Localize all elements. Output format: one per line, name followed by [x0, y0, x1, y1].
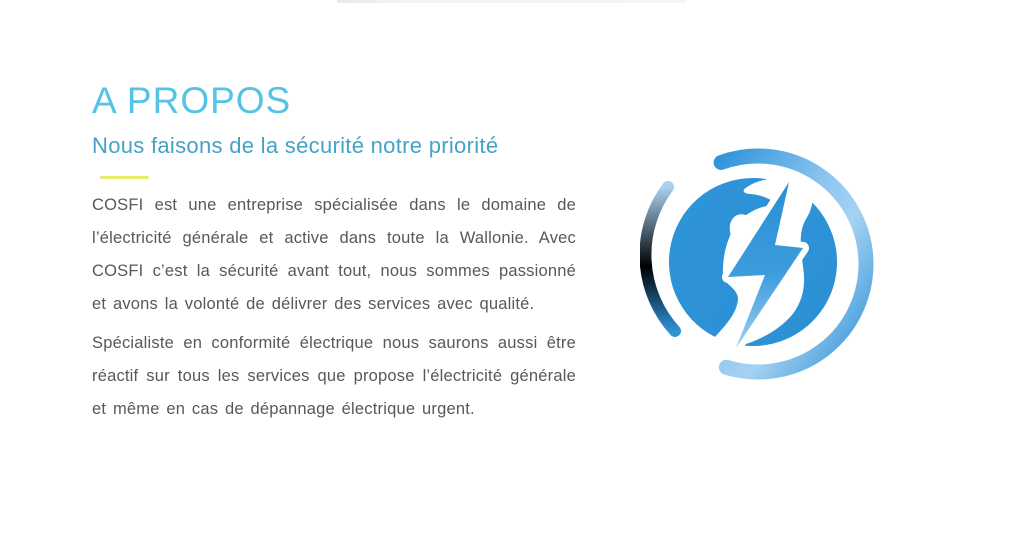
top-cropped-divider	[337, 0, 687, 3]
yellow-divider	[100, 176, 149, 179]
about-content	[92, 81, 576, 426]
lightning-circle-logo	[640, 145, 880, 385]
about-paragraph-2: Spécialiste en conformité électrique nous saurons aussi être réactif sur tous les services que propose l’électricité générale et même en cas de dépannage électrique urgent.	[92, 334, 576, 419]
page-subtitle: Nous faisons de la sécurité notre priorité	[92, 132, 499, 158]
about-paragraph-1: COSFI est une entreprise spécialisée dans le domaine de l’électricité générale et active dans toute la Wallonie. Avec COSFI c’est la sécurité avant tout, nous sommes passionné et avons la volonté de délivrer des services avec qualité.	[92, 196, 576, 314]
page-title: A PROPOS	[92, 80, 292, 121]
cosfi-logo	[640, 145, 880, 385]
